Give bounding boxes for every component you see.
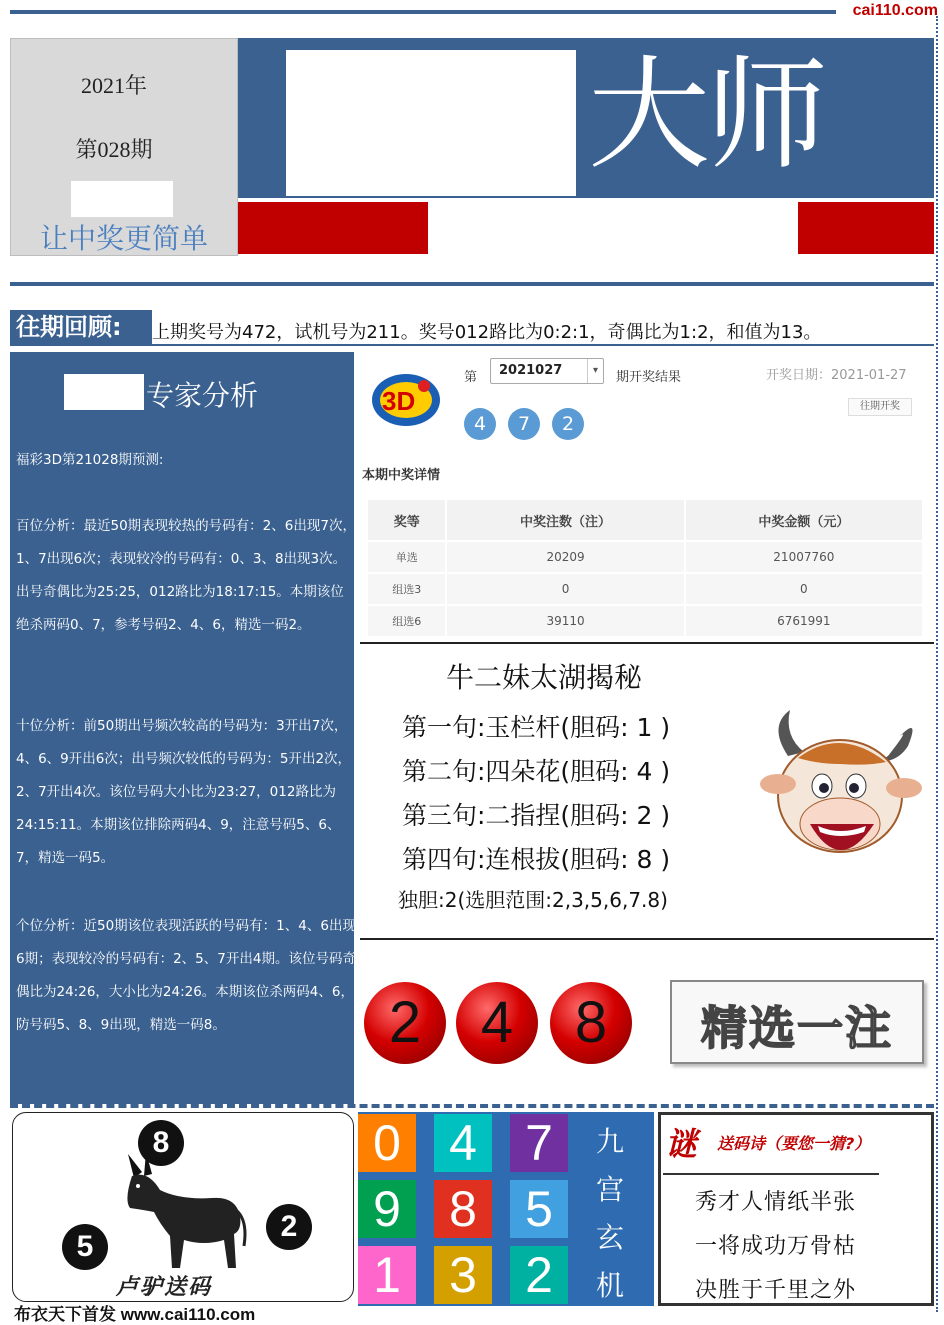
page-title: 大师 [588,44,824,186]
grid-cell: 9 [358,1180,416,1238]
table-cell: 组选3 [367,573,446,605]
grid-cell: 8 [434,1180,492,1238]
prize-table [366,498,924,638]
analysis-intro: 福彩3D第21028期预测: [16,452,164,468]
period-prefix: 第 [464,370,478,385]
3d-logo-icon [366,368,442,430]
poem-divider [663,1173,879,1175]
poem-title: 送码诗（要您一猜?） [717,1134,871,1153]
slogan: 让中奖更简单 [39,222,208,255]
table-header: 奖等 [367,499,446,541]
donkey-icon [124,1150,248,1272]
expert-analysis-panel [10,352,354,1104]
poem-line: 秀才人情纸半张 [695,1190,857,1215]
poem-line: 一将成功万骨枯 [695,1234,857,1259]
table-row [367,573,923,605]
redacted-name-block [64,374,144,410]
redacted-title-block [286,50,576,196]
dashed-divider [10,1104,934,1108]
year-label: 2021年 [80,73,147,98]
top-divider [10,10,836,14]
riddle-char: 谜 [665,1125,698,1163]
review-label: 往期回顾: [10,310,152,344]
table-cell: 单选 [367,541,446,573]
redacted-band-block [428,202,798,254]
donkey-number: 5 [62,1224,108,1270]
detail-title: 本期中奖详情 [362,468,441,483]
grid-cell: 7 [510,1114,568,1172]
grid-vertical-text: 玄 [595,1221,624,1254]
grid-cell: 0 [358,1114,416,1172]
site-watermark: cai110.com [852,2,938,19]
right-dotted-edge [936,16,938,1312]
lottery-result-panel [360,352,934,638]
poem-box [658,1112,934,1306]
table-row [367,605,923,637]
analysis-bai: 百位分析：最近50期表现较热的号码有：2、6出现7次，1、7出现6次；表现较冷的号码有：0、3、8出现3次。出号奇偶比为25:25，012路比为18:17:15。本期该位绝杀两码0、7，参考号码2、4、6，精选一码2。 [16,518,356,633]
result-ball: 2 [552,408,584,440]
table-cell: 0 [446,573,684,605]
table-cell: 20209 [446,541,684,573]
grid-cell: 1 [358,1246,416,1304]
donkey-number: 8 [138,1120,184,1166]
pick-ball: 4 [456,982,538,1064]
riddle-divider-top [360,642,934,644]
redacted-block [71,181,173,217]
table-cell: 0 [685,573,923,605]
period-suffix: 期开奖结果 [616,370,682,385]
past-draws-button[interactable]: 往期开奖 [848,398,912,416]
analysis-shi: 十位分析：前50期出号频次较高的号码为：3开出7次，4、6、9开出6次；出号频次较低的号码为：5开出2次，2、7开出4次。该位号码大小比为23:27，012路比为24:15:11。本期该位排除两码4、9，注意号码5、6、7，精选一码5。 [16,718,352,866]
single-dan: 独胆:2(选胆范围:2,3,5,6,7.8) [398,888,668,912]
review-divider [10,344,934,346]
donkey-caption: 卢驴送码 [116,1275,213,1300]
pick-ball: 8 [550,982,632,1064]
pick-label-box [670,980,924,1064]
riddle-line: 第一句:玉栏杆(胆码: 1 ) [402,713,671,742]
riddle-line: 第三句:二指捏(胆码: 2 ) [402,801,671,830]
footer-text: 布衣天下首发 www.cai110.com [14,1305,256,1324]
chevron-down-icon[interactable]: ▾ [587,359,603,383]
grid-cell: 4 [434,1114,492,1172]
table-cell: 21007760 [685,541,923,573]
nine-palace-grid [358,1112,654,1306]
riddle-line: 第二句:四朵花(胆码: 4 ) [402,757,671,786]
grid-cell: 2 [510,1246,568,1304]
review-text: 上期奖号为472，试机号为211。奖号012路比为0:2:1，奇偶比为1:2，和值为13。 [152,322,822,343]
header-divider [10,282,934,286]
period-select[interactable] [490,358,604,384]
table-header: 中奖金额（元） [685,499,923,541]
issue-label: 第028期 [75,137,153,162]
grid-vertical-text: 宫 [595,1173,624,1206]
riddle-title: 牛二妹太湖揭秘 [446,661,643,694]
issue-info-box [10,38,238,256]
analysis-ge: 个位分析：近50期该位表现活跃的号码有：1、4、6出现6期；表现较冷的号码有：2、5、7开出4期。该位号码奇偶比为24:26，大小比为24:26。本期该位杀两码4、6，防号码5、8、9出现，精选一码8。 [16,918,356,1033]
table-header: 中奖注数（注） [446,499,684,541]
svg-text:3D: 3D [382,386,416,416]
riddle-divider-bottom [360,938,934,940]
riddle-line: 第四句:连根拔(胆码: 8 ) [402,845,671,874]
pick-ball: 2 [364,982,446,1064]
draw-date: 开奖日期：2021-01-27 [766,368,907,383]
cow-mascot-icon [748,706,928,886]
pick-label: 精选一注 [701,1001,893,1055]
result-ball: 7 [508,408,540,440]
donkey-number: 2 [266,1204,312,1250]
period-select-value: 2021027 [499,363,563,378]
grid-cell: 3 [434,1246,492,1304]
grid-vertical-text: 机 [595,1269,624,1302]
poem-line: 决胜于千里之外 [695,1278,857,1303]
analysis-heading: 专家分析 [146,379,259,412]
table-cell: 组选6 [367,605,446,637]
table-cell: 39110 [446,605,684,637]
grid-vertical-text: 九 [595,1125,624,1158]
result-ball: 4 [464,408,496,440]
table-row [367,541,923,573]
table-cell: 6761991 [685,605,923,637]
grid-cell: 5 [510,1180,568,1238]
table-header-row [367,499,923,541]
